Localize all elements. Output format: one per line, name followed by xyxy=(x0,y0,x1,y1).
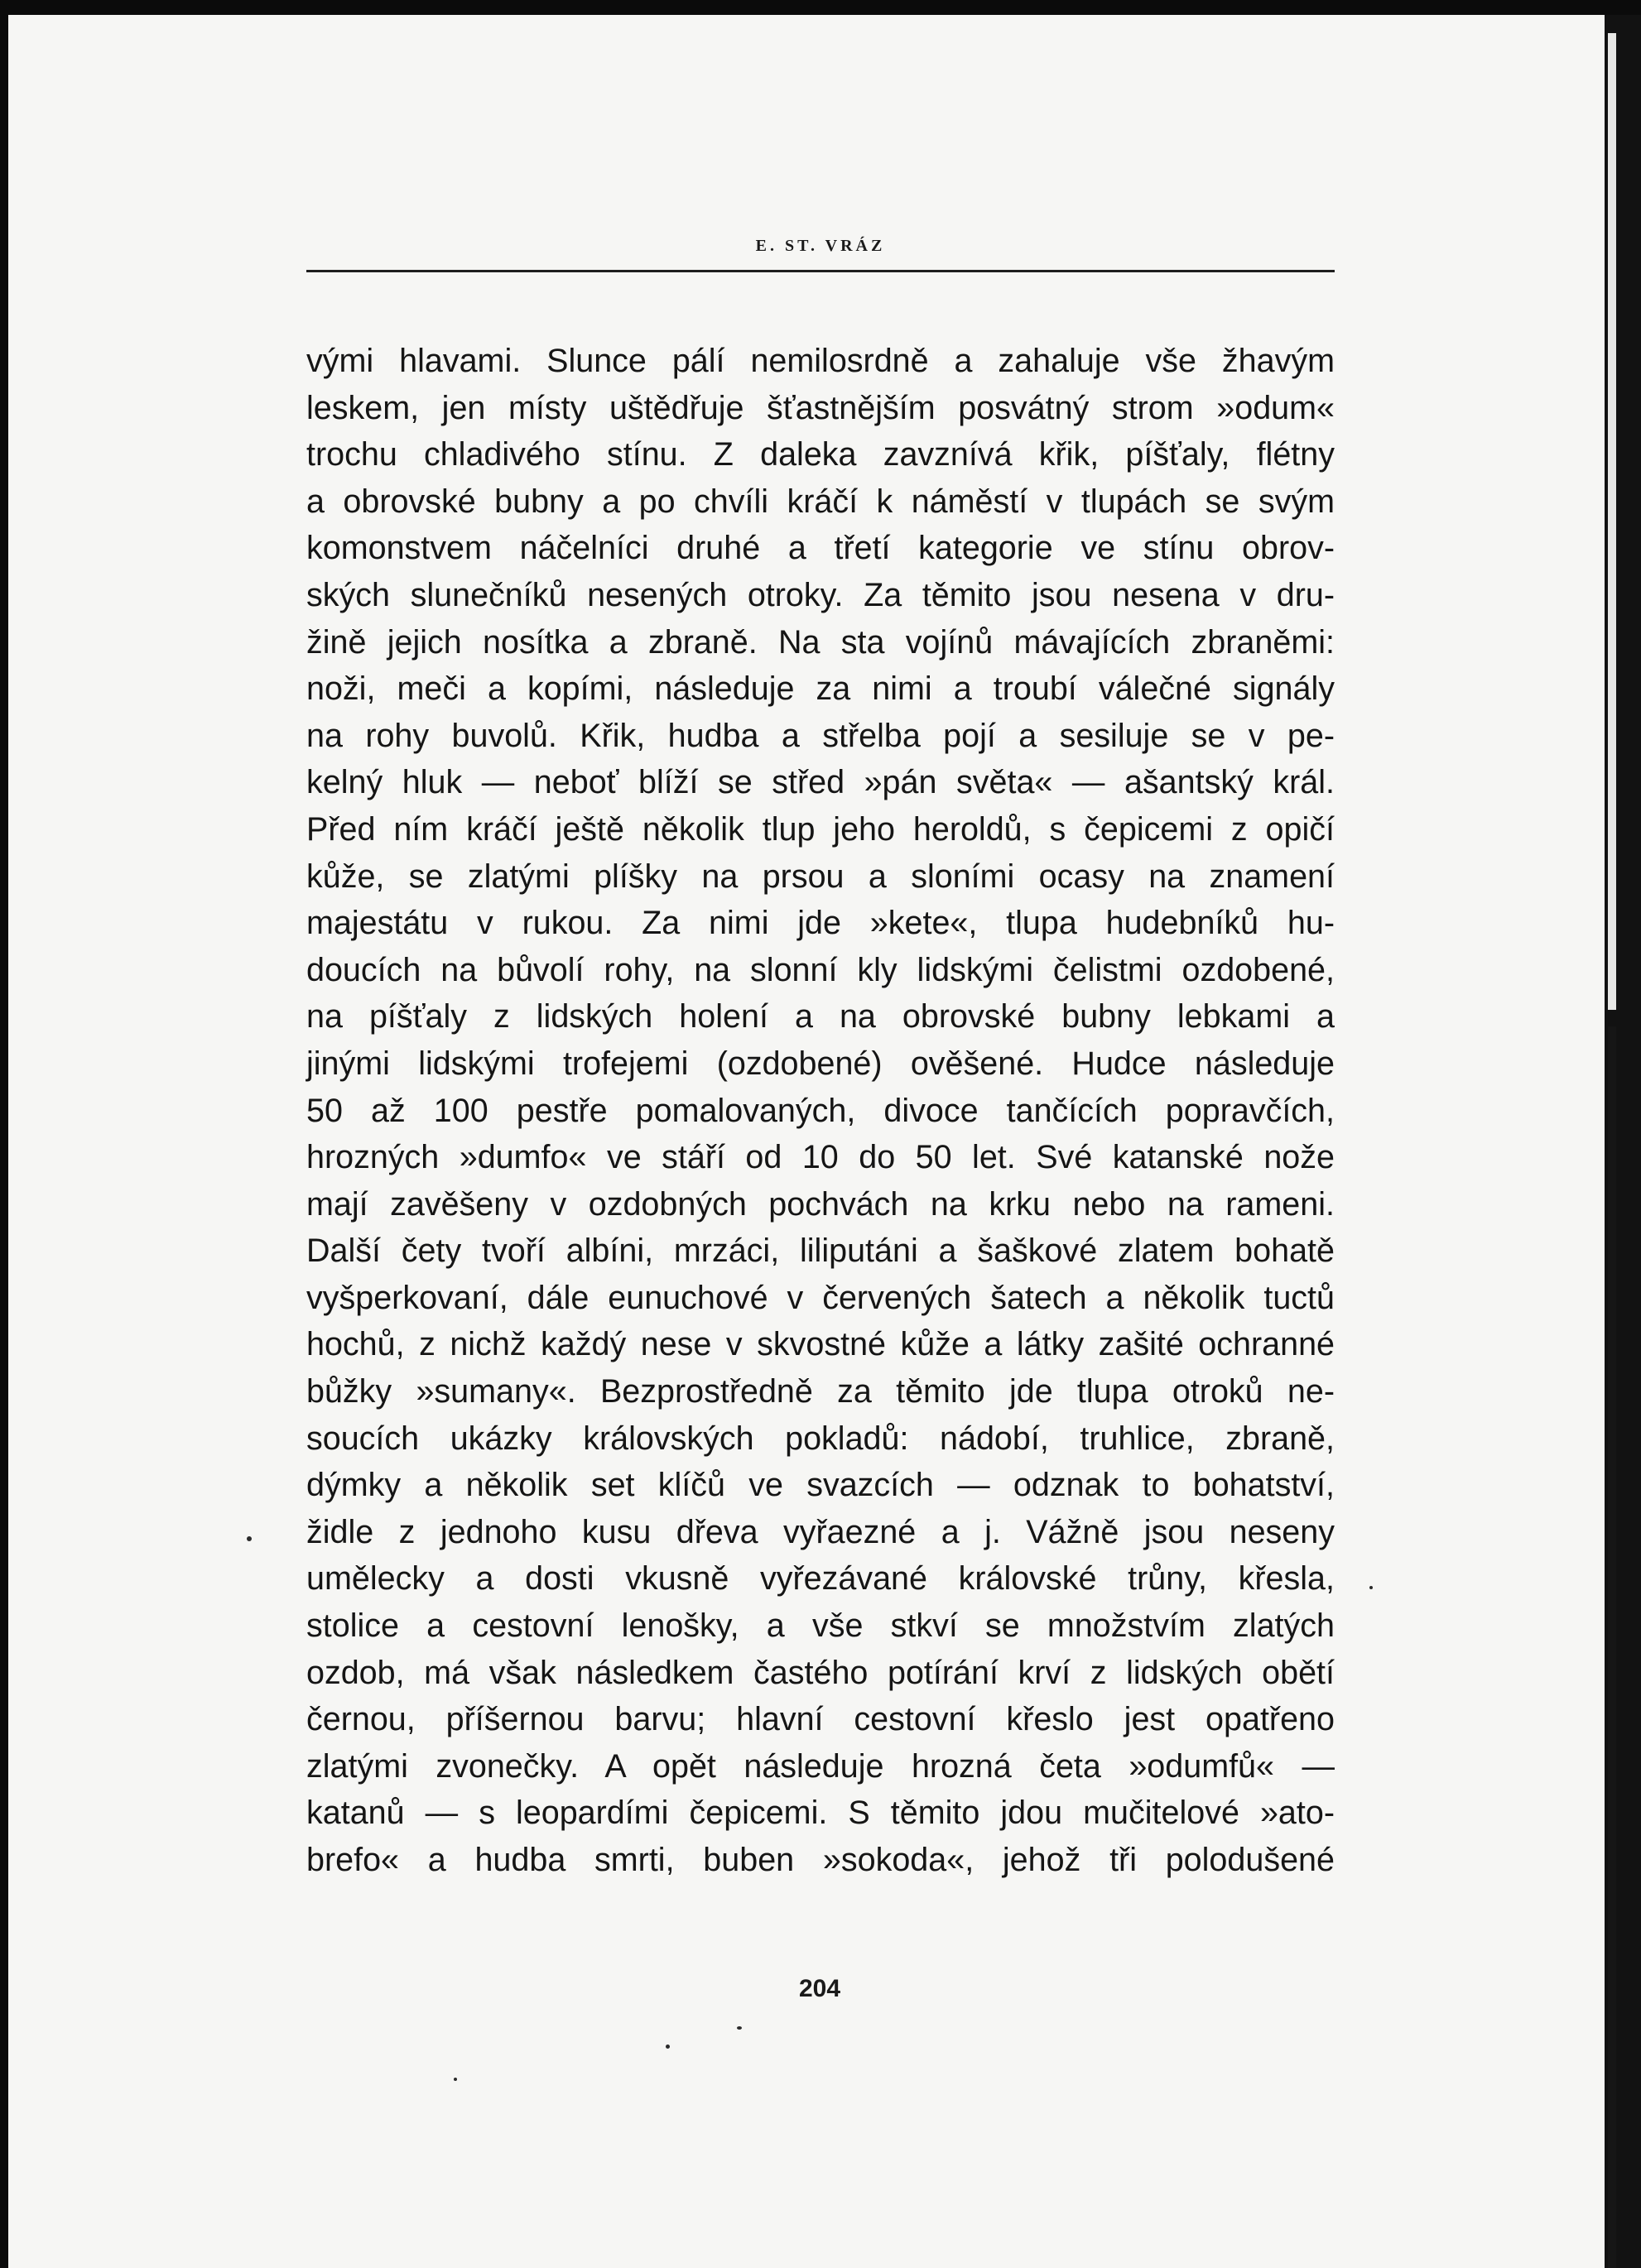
text-line: majestátu v rukou. Za nimi jde »kete«, tlupa hudebníků hu- xyxy=(306,905,1335,942)
text-line: noži, meči a kopími, následuje za nimi a troubí válečné signály xyxy=(306,670,1335,708)
text-line: Další čety tvoří albíni, mrzáci, liliputáni a šaškové zlatem bohatě xyxy=(306,1233,1335,1270)
text-line: 50 až 100 pestře pomalovaných, divoce tančících popravčích, xyxy=(306,1092,1335,1129)
text-line: žině jejich nosítka a zbraně. Na sta vojínů mávajících zbraněmi: xyxy=(306,623,1335,661)
body-text xyxy=(306,338,1335,1884)
text-line: trochu chladivého stínu. Z daleka zavznívá křik, píšťaly, flétny xyxy=(306,436,1335,473)
text-line: mají zavěšeny v ozdobných pochvách na krku nebo na rameni. xyxy=(306,1185,1335,1223)
page-number: 204 xyxy=(798,1975,841,2002)
scan-speck xyxy=(1369,1586,1373,1589)
text-line: doucích na bůvolí rohy, na slonní kly lidskými čelistmi ozdobené, xyxy=(306,951,1335,988)
text-line: kůže, se zlatými plíšky na prsou a sloními ocasy na znamení xyxy=(306,858,1335,895)
text-line: vyšperkovaní, dále eunuchové v červených šatech a několik tuctů xyxy=(306,1279,1335,1316)
adjacent-page-edge-shadow xyxy=(1608,1026,1616,2268)
text-line: vými hlavami. Slunce pálí nemilosrdně a zahaluje vše žhavým xyxy=(306,343,1335,379)
text-line: umělecky a dosti vkusně vyřezávané královské trůny, křesla, xyxy=(306,1560,1335,1598)
header-rule xyxy=(306,270,1335,272)
text-line: kelný hluk — neboť blíží se střed »pán světa« — ašantský král. xyxy=(306,764,1335,801)
text-line: brefo« a hudba smrti, buben »sokoda«, jehož tři polodušené xyxy=(306,1842,1335,1878)
text-line: černou, příšernou barvu; hlavní cestovní křeslo jest opatřeno xyxy=(306,1701,1335,1738)
text-line: zlatými zvonečky. A opět následuje hrozná četa »odumfů« — xyxy=(306,1747,1335,1785)
running-header: E. ST. VRÁZ xyxy=(755,237,886,255)
text-line: hochů, z nichž každý nese v skvostné kůže a látky zašité ochranné xyxy=(306,1326,1335,1363)
text-line: Před ním kráčí ještě několik tlup jeho heroldů, s čepicemi z opičí xyxy=(306,810,1335,848)
text-line: ozdob, má však následkem častého potírání krví z lidských obětí xyxy=(306,1654,1335,1691)
text-line: hrozných »dumfo« ve stáří od 10 do 50 let. Své katanské nože xyxy=(306,1139,1335,1176)
text-line: komonstvem náčelníci druhé a třetí kategorie ve stínu obrov- xyxy=(306,530,1335,567)
text-line: jinými lidskými trofejemi (ozdobené) ověšené. Hudce následuje xyxy=(306,1045,1335,1082)
text-line: leskem, jen místy uštědřuje šťastnějším posvátný strom »odum« xyxy=(306,389,1335,426)
text-line: bůžky »sumany«. Bezprostředně za těmito jde tlupa otroků ne- xyxy=(306,1373,1335,1410)
text-line: na rohy buvolů. Křik, hudba a střelba pojí a sesiluje se v pe- xyxy=(306,717,1335,754)
adjacent-page-edge xyxy=(1608,33,1616,1010)
scan-speck xyxy=(737,2026,742,2030)
text-line: židle z jednoho kusu dřeva vyřaezné a j. Vážně jsou neseny xyxy=(306,1513,1335,1550)
text-line: a obrovské bubny a po chvíli kráčí k náměstí v tlupách se svým xyxy=(306,483,1335,520)
text-line: soucích ukázky královských pokladů: nádobí, truhlice, zbraně, xyxy=(306,1420,1335,1457)
text-line: dýmky a několik set klíčů ve svazcích — odznak to bohatství, xyxy=(306,1467,1335,1504)
text-line: ských slunečníků nesených otroky. Za těmito jsou nesena v dru- xyxy=(306,576,1335,613)
scan-speck xyxy=(666,2045,670,2049)
text-line: na píšťaly z lidských holení a na obrovské bubny lebkami a xyxy=(306,998,1335,1035)
text-line: stolice a cestovní lenošky, a vše stkví se množstvím zlatých xyxy=(306,1607,1335,1645)
text-line: katanů — s leopardími čepicemi. S těmito jdou mučitelové »ato- xyxy=(306,1795,1335,1832)
scan-speck xyxy=(454,2078,457,2081)
scan-speck xyxy=(247,1536,252,1541)
